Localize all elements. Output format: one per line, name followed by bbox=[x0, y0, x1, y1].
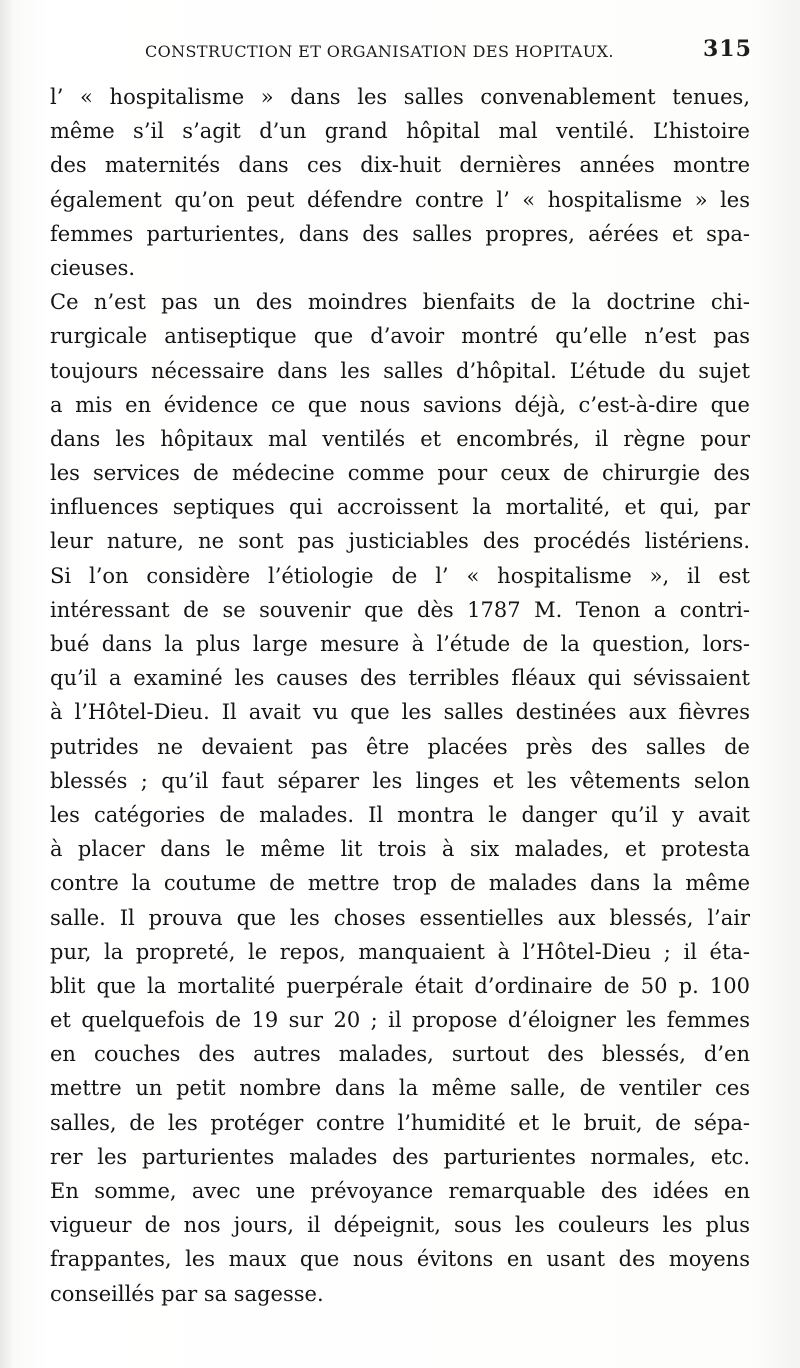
text-line: les catégories de malades. Il montra le danger qu’il y avait bbox=[50, 802, 750, 827]
text-line: cieuses. bbox=[50, 255, 136, 280]
text-line: influences septiques qui accroissent la mortalité, et qui, par bbox=[50, 495, 750, 520]
text-line: les services de médecine comme pour ceux de chirurgie des bbox=[50, 461, 750, 486]
body-text bbox=[50, 80, 750, 1311]
text-line: contre la coutume de mettre trop de malades dans la même bbox=[50, 871, 750, 896]
paragraph-1 bbox=[50, 80, 750, 285]
text-line: a mis en évidence ce que nous savions déjà, c’est-à-dire que bbox=[50, 392, 750, 417]
text-line: salles, de les protéger contre l’humidité et le bruit, de sépa- bbox=[50, 1110, 750, 1135]
text-line: à l’Hôtel-Dieu. Il avait vu que les salles destinées aux fièvres bbox=[50, 700, 750, 725]
paragraph-3 bbox=[50, 559, 750, 1311]
text-line: frappantes, les maux que nous évitons en usant des moyens bbox=[50, 1247, 750, 1272]
text-line: et quelquefois de 19 sur 20 ; il propose d’éloigner les femmes bbox=[50, 1008, 750, 1033]
running-title: CONSTRUCTION ET ORGANISATION DES HOPITAUX. bbox=[145, 42, 614, 61]
text-line: rurgicale antiseptique que d’avoir montré qu’elle n’est pas bbox=[50, 324, 750, 349]
text-line: pur, la propreté, le repos, manquaient à l’Hôtel-Dieu ; il éta- bbox=[50, 939, 750, 964]
text-line: l’ « hospitalisme » dans les salles convenablement tenues, bbox=[50, 85, 750, 109]
text-line: mettre un petit nombre dans la même salle, de ventiler ces bbox=[50, 1076, 750, 1101]
text-line: vigueur de nos jours, il dépeignit, sous les couleurs les plus bbox=[50, 1213, 750, 1238]
paragraph-2 bbox=[50, 285, 750, 559]
text-line: blessés ; qu’il faut séparer les linges et les vêtements selon bbox=[50, 768, 750, 793]
text-line: Si l’on considère l’étiologie de l’ « hospitalisme », il est bbox=[50, 563, 750, 588]
text-line: blit que la mortalité puerpérale était d’ordinaire de 50 p. 100 bbox=[50, 973, 750, 998]
text-line: à placer dans le même lit trois à six malades, et protesta bbox=[50, 837, 750, 862]
text-line: En somme, avec une prévoyance remarquable des idées en bbox=[50, 1179, 750, 1203]
text-line: en couches des autres malades, surtout des blessés, d’en bbox=[50, 1042, 750, 1067]
text-line: intéressant de se souvenir que dès 1787 M. Tenon a contri- bbox=[50, 597, 750, 622]
page-header bbox=[0, 36, 800, 76]
page-number: 315 bbox=[703, 36, 752, 62]
text-line: des maternités dans ces dix-huit dernières années montre bbox=[50, 153, 750, 178]
text-line: salle. Il prouva que les choses essentielles aux blessés, l’air bbox=[50, 905, 750, 930]
text-line: rer les parturientes malades des parturientes normales, etc. bbox=[50, 1144, 750, 1169]
text-line: même s’il s’agit d’un grand hôpital mal ventilé. L’histoire bbox=[50, 119, 750, 144]
text-line: Ce n’est pas un des moindres bienfaits de la doctrine chi- bbox=[50, 290, 750, 315]
page-gutter-shadow bbox=[0, 0, 14, 1368]
text-line: putrides ne devaient pas être placées près des salles de bbox=[50, 734, 750, 759]
text-line: également qu’on peut défendre contre l’ « hospitalisme » les bbox=[50, 187, 750, 212]
text-line: leur nature, ne sont pas justiciables des procédés listériens. bbox=[50, 529, 750, 554]
text-line: dans les hôpitaux mal ventilés et encombrés, il règne pour bbox=[50, 426, 750, 451]
text-line: qu’il a examiné les causes des terribles fléaux qui sévissaient bbox=[50, 666, 750, 691]
text-line: toujours nécessaire dans les salles d’hôpital. L’étude du sujet bbox=[50, 358, 750, 383]
text-line: bué dans la plus large mesure à l’étude de la question, lors- bbox=[50, 632, 750, 656]
text-line: conseillés par sa sagesse. bbox=[50, 1281, 324, 1306]
text-line: femmes parturientes, dans des salles propres, aérées et spa- bbox=[50, 221, 750, 246]
